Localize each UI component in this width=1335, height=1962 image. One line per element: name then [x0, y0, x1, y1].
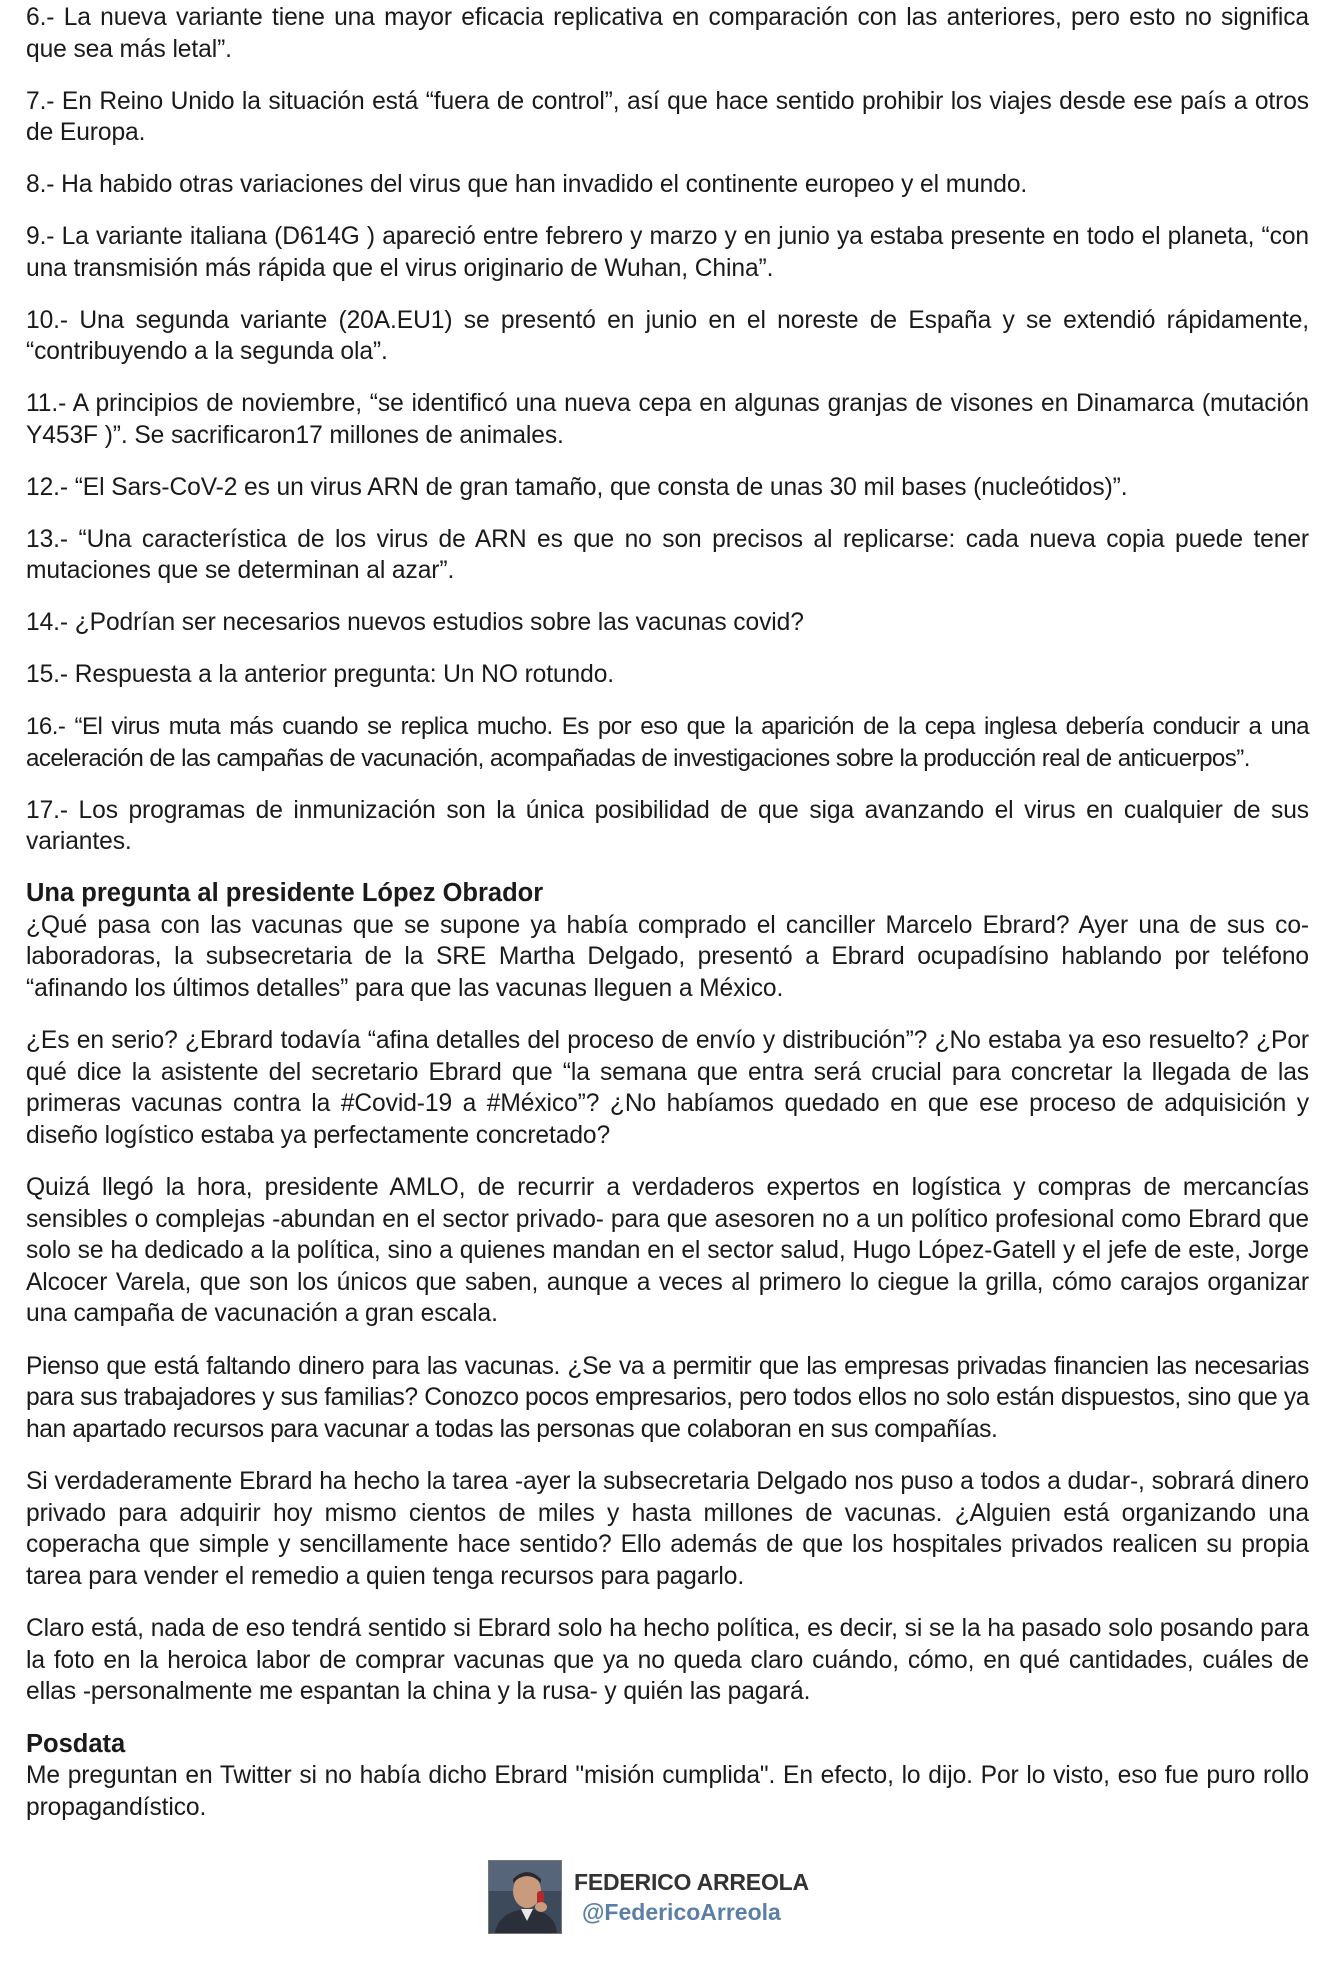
author-details: [574, 1867, 809, 1927]
section-heading: Posdata: [26, 1729, 126, 1758]
author-photo-icon: [489, 1861, 561, 1933]
list-item: 10.- Una segunda variante (20A.EU1) se presentó en junio en el noreste de España y se extendió rápidamente, “contribuyendo a la segunda ola”.: [26, 306, 1309, 365]
list-item: 8.- Ha habido otras variaciones del virus que han invadido el continente europeo y el mundo.: [26, 171, 1028, 198]
list-item: 17.- Los programas de inmunización son la única posibilidad de que siga avanzando el virus en cualquier de sus variantes.: [26, 796, 1309, 855]
list-item: 6.- La nueva variante tiene una mayor eficacia replicativa en comparación con las anteriores, pero esto no significa que sea más letal”.: [26, 4, 1309, 63]
section-heading: Una pregunta al presidente López Obrador: [26, 879, 544, 907]
paragraph: Quizá llegó la hora, presidente AMLO, de recurrir a verdaderos expertos en logística y compras de mercancías sensibles o complejas -abundan en el sector privado- para que asesoren no a un político profesional como Ebrard que solo se ha dedicado a la política, sino a quienes mandan en el sector salud, Hugo López-Gatell y el jefe de este, Jorge Alcocer Varela, que son los únicos que saben, aunque a veces al primero lo ciegue la grilla, cómo carajos organizar una campaña de vacunación a gran escala.: [26, 1174, 1309, 1327]
list-item: 16.- “El virus muta más cuando se replica mucho. Es por eso que la aparición de la cepa inglesa debería conducir a una aceleración de las campañas de vacunación, acompañadas de investigaciones sobre la producción real de anticuerpos”.: [26, 713, 1309, 772]
list-item: 11.- A principios de noviembre, “se identificó una nueva cepa en algunas granjas de visones en Dinamarca (mutación Y453F )”. Se sacrificaron17 millones de animales.: [26, 390, 1309, 449]
author-name: FEDERICO ARREOLA: [574, 1869, 809, 1895]
paragraph: Pienso que está faltando dinero para las vacunas. ¿Se va a permitir que las empresas privadas financien las necesarias para sus trabajadores y sus familias? Conozco pocos empresarios, pero todos ellos no solo están dispuestos, sino que ya han apartado recursos para vacunar a todas las personas que colaboran en sus compañías.: [26, 1352, 1309, 1443]
section-posdata: [26, 1729, 1309, 1824]
paragraph: Claro está, nada de eso tendrá sentido si Ebrard solo ha hecho política, es decir, si se la ha pasado solo posando para la foto en la heroica labor de comprar vacunas que ya no queda claro cuándo, cómo, en qué cantidades, cuáles de ellas -personalmente me espantan la china y la rusa- y quién las pagará.: [26, 1615, 1309, 1705]
author-signature: [488, 1860, 809, 1934]
author-avatar: [488, 1860, 562, 1934]
list-item: 7.- En Reino Unido la situación está “fuera de control”, así que hace sentido prohibir los viajes desde ese país a otros de Europa.: [26, 87, 1309, 146]
list-item: 13.- “Una característica de los virus de ARN es que no son precisos al replicarse: cada nueva copia puede tener mutaciones que se determinan al azar”.: [26, 525, 1309, 584]
author-handle[interactable]: @FedericoArreola: [582, 1899, 781, 1925]
paragraph: ¿Qué pasa con las vacunas que se supone ya había comprado el canciller Marcelo Ebrard? Ayer una de sus co-laboradoras, la subsecretaria de la SRE Martha Delgado, presentó a Ebrard ocupadísino hablando por teléfono “afinando los últimos detalles” para que las vacunas lleguen a México.: [26, 911, 1309, 1002]
paragraph: Si verdaderamente Ebrard ha hecho la tarea -ayer la subsecretaria Delgado nos puso a todos a dudar-, sobrará dinero privado para adquirir hoy mismo cientos de miles y hasta millones de vacunas. ¿Alguien está organizando una coperacha que simple y sencillamente hace sentido? Ello además de que los hospitales privados realicen su propia tarea para vender el remedio a quien tenga recursos para pagarlo.: [26, 1468, 1309, 1590]
list-item: 9.- La variante italiana (D614G ) apareció entre febrero y marzo y en junio ya estaba presente en todo el planeta, “con una transmisión más rápida que el virus originario de Wuhan, China”.: [26, 223, 1309, 282]
paragraph: Me preguntan en Twitter si no había dicho Ebrard "misión cumplida". En efecto, lo dijo. Por lo visto, eso fue puro rollo propagandístico.: [26, 1762, 1309, 1821]
list-item: 12.- “El Sars-CoV-2 es un virus ARN de gran tamaño, que consta de unas 30 mil bases (nucleótidos)”.: [26, 473, 1128, 501]
numbered-list: [26, 2, 1309, 858]
article-page: [26, 0, 1309, 1823]
section-question-president: [26, 878, 1309, 1708]
list-item: 15.- Respuesta a la anterior pregunta: Un NO rotundo.: [26, 661, 615, 688]
paragraph: ¿Es en serio? ¿Ebrard todavía “afina detalles del proceso de envío y distribución”? ¿No estaba ya eso resuelto? ¿Por qué dice la asistente del secretario Ebrard que “la semana que entra será crucial para concretar la llegada de las primeras vacunas contra la #Covid-19 a #México”? ¿No habíamos quedado en que ese proceso de adquisición y diseño logístico estaba ya perfectamente concretado?: [26, 1027, 1309, 1149]
list-item: 14.- ¿Podrían ser necesarios nuevos estudios sobre las vacunas covid?: [26, 609, 804, 636]
